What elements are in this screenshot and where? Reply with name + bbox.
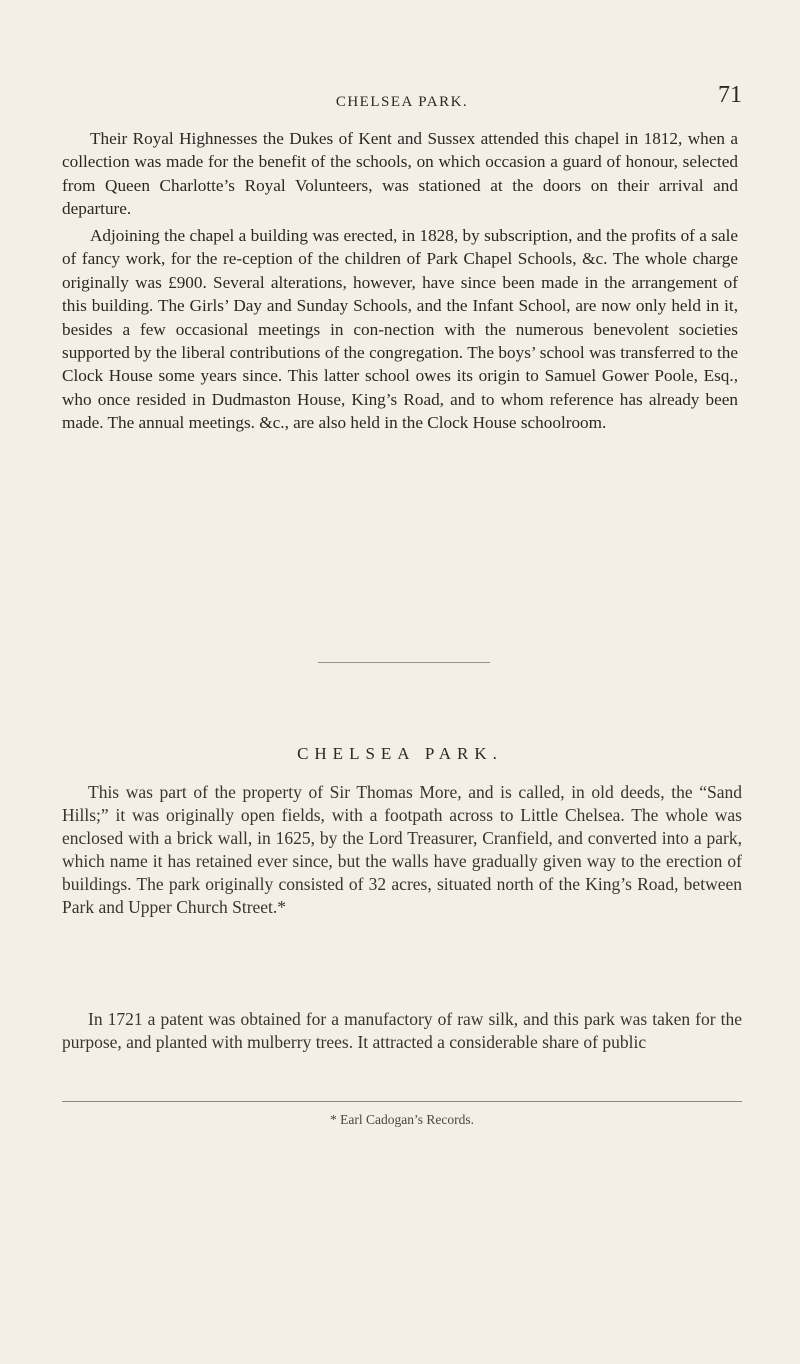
section-heading: CHELSEA PARK. [297,744,503,763]
section-paragraph: In 1721 a patent was obtained for a manufactory of raw silk, and this park was taken for the purpose, and planted with mulberry trees. It attracted a considerable share of public [62,1009,742,1052]
section-paragraph: This was part of the property of Sir Thomas More, and is called, in old deeds, the “Sand Hills;” it was originally open fields, with a footpath across to Little Chelsea. The whole was enclosed with a brick wall, in 1625, by the Lord Treasurer, Cranfield, and converted into a park, which name it has retained ever since, but the walls have gradually given way to the erection of buildings. The park originally consisted of 32 acres, situated north of the King’s Road, between Park and Upper Church Street.* [62,782,742,917]
body-paragraph: Adjoining the chapel a building was erected, in 1828, by subscription, and the profits of a sale of fancy work, for the re-ception of the children of Park Chapel Schools, &c. The whole charge originally was £900. Several alterations, however, have since been made in the arrangement of this building. The Girls’ Day and Sunday Schools, and the Infant School, are now only held in it, besides a few occasional meetings in con-nection with the numerous benevolent societies supported by the liberal contributions of the congregation. The boys’ school was transferred to the Clock House some years since. This latter school owes its origin to Samuel Gower Poole, Esq., who once resided in Dudmaston House, King’s Road, and to whom reference has already been made. The annual meetings. &c., are also held in the Clock House schoolroom. [62,226,738,433]
footnote-rule [62,1101,742,1102]
section-divider [318,662,490,663]
running-title: CHELSEA PARK. [335,94,469,110]
body-paragraph: Their Royal Highnesses the Dukes of Kent and Sussex attended this chapel in 1812, when a collection was made for the benefit of the schools, on which occasion a guard of honour, selected from Queen Charlotte’s Royal Volunteers, was stationed at the doors on their arrival and departure. [62,129,738,219]
page-number: 71 [718,82,742,108]
running-head [62,82,742,118]
footnote: * Earl Cadogan’s Records. [330,1112,474,1127]
